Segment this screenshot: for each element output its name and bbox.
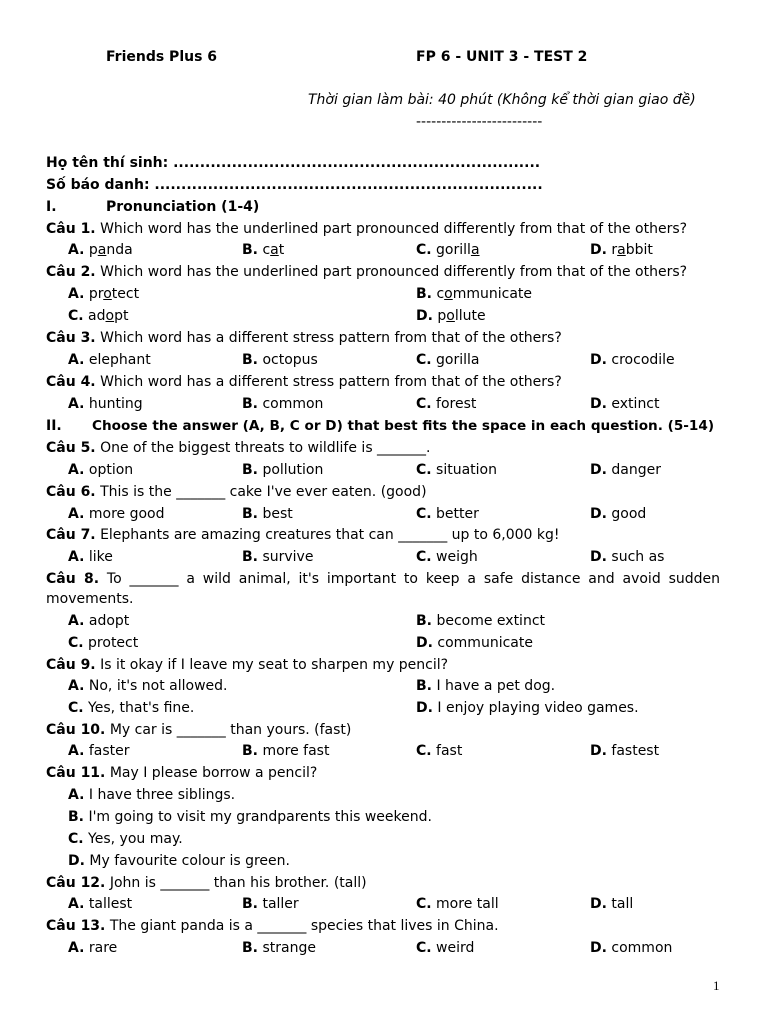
option-d[interactable]: D. good [590,506,647,522]
options-row [68,633,720,653]
option-b[interactable]: B. cat [242,242,285,258]
option-d[interactable]: D. My favourite colour is green. [68,853,290,869]
option-a[interactable]: A. hunting [68,396,143,412]
option-a[interactable]: A. protect [68,286,140,302]
option-c[interactable]: C. gorilla [416,352,480,368]
option-b[interactable]: B. taller [242,896,299,912]
options-row [68,460,720,480]
question [46,916,720,936]
question [46,262,720,282]
question-text: Which word has the underlined part pronounced differently from that of the others? [95,264,688,280]
option-a[interactable]: A. panda [68,242,133,258]
question-label: Câu 3. [46,330,96,346]
option-b[interactable]: B. I'm going to visit my grandparents this weekend. [68,809,432,825]
option-b[interactable]: B. common [242,396,324,412]
question [46,438,720,458]
option-a[interactable]: A. rare [68,940,118,956]
option-c[interactable]: C. weigh [416,549,478,565]
option-a[interactable]: A. option [68,462,134,478]
section-title: Pronunciation (1-4) [106,199,260,215]
question-text: Elephants are amazing creatures that can _______ up to 6,000 kg! [95,527,560,543]
option-b[interactable]: B. strange [242,940,316,956]
question-text: John is _______ than his brother. (tall) [105,875,367,891]
question-label: Câu 12. [46,875,106,891]
options-row [68,240,720,260]
id-line: Số báo danh: ......................................................................... [46,177,543,193]
options-row [68,676,720,696]
option-a[interactable]: A. tallest [68,896,133,912]
option-b[interactable]: B. survive [242,549,314,565]
section-number: I. [46,199,57,215]
question-label: Câu 6. [46,484,96,500]
option-c[interactable]: C. more tall [416,896,499,912]
question-label: Câu 2. [46,264,96,280]
option-b[interactable]: B. best [242,506,293,522]
question-text: To _______ a wild animal, it's important to keep a safe distance and avoid sudden movements. [46,571,720,607]
option-c[interactable]: C. weird [416,940,475,956]
option-b[interactable]: B. I have a pet dog. [416,678,556,694]
option-d[interactable]: D. pollute [416,308,486,324]
option-d[interactable]: D. I enjoy playing video games. [416,700,639,716]
options-row [68,611,720,631]
question-text: The giant panda is a _______ species that lives in China. [105,918,499,934]
question [46,372,720,392]
question-text: Which word has a different stress pattern from that of the others? [95,330,562,346]
options-row [68,306,720,326]
question-text: Which word has a different stress pattern from that of the others? [95,374,562,390]
option-c[interactable]: C. better [416,506,479,522]
option-c[interactable]: C. situation [416,462,497,478]
options-row [68,938,720,958]
question-label: Câu 9. [46,657,96,673]
separator: ------------------------- [416,114,543,130]
question-label: Câu 5. [46,440,96,456]
question-text: Is it okay if I leave my seat to sharpen my pencil? [95,657,449,673]
question-label: Câu 4. [46,374,96,390]
name-line: Họ tên thí sinh: ..................................................................... [46,155,541,171]
option-a[interactable]: A. adopt [68,613,130,629]
question-text: May I please borrow a pencil? [105,765,318,781]
options-row [68,350,720,370]
option-b[interactable]: B. more fast [242,743,330,759]
options-row [68,698,720,718]
options-row [68,284,720,304]
options-row [68,394,720,414]
option-c[interactable]: C. protect [68,635,139,651]
question-text: One of the biggest threats to wildlife is _______. [95,440,431,456]
options-row [68,547,720,567]
question [46,569,720,609]
question [46,525,720,545]
option-b[interactable]: B. pollution [242,462,324,478]
options-row [68,741,720,761]
option-a[interactable]: A. elephant [68,352,151,368]
question [46,720,720,740]
option-c[interactable]: C. Yes, that's fine. [68,700,195,716]
options-row [68,504,720,524]
test-title: FP 6 - UNIT 3 - TEST 2 [416,49,588,65]
option-d[interactable]: D. tall [590,896,634,912]
option-b[interactable]: B. become extinct [416,613,546,629]
question-text: My car is _______ than yours. (fast) [105,722,352,738]
book-title: Friends Plus 6 [106,49,218,65]
option-d[interactable]: D. such as [590,549,665,565]
question-label: Câu 8. [46,571,100,587]
page-number: 1 [713,978,720,993]
option-a[interactable]: A. like [68,549,113,565]
time-note: Thời gian làm bài: 40 phút (Không kể thời gian giao đề) [308,92,696,108]
option-c[interactable]: C. forest [416,396,477,412]
question [46,763,720,783]
question [46,873,720,893]
question-label: Câu 10. [46,722,106,738]
option-a[interactable]: A. more good [68,506,165,522]
option-d[interactable]: D. danger [590,462,662,478]
option-a[interactable]: A. I have three siblings. [68,787,236,803]
question-label: Câu 11. [46,765,106,781]
option-b[interactable]: B. communicate [416,286,533,302]
option-c[interactable]: C. Yes, you may. [68,831,183,847]
question [46,328,720,348]
option-d[interactable]: D. common [590,940,673,956]
option-d[interactable]: D. crocodile [590,352,675,368]
option-d[interactable]: D. communicate [416,635,533,651]
section-title: Choose the answer (A, B, C or D) that best fits the space in each question. (5-14) [92,418,715,434]
question [46,655,720,675]
question-text: This is the _______ cake I've ever eaten. (good) [95,484,427,500]
option-c[interactable]: C. fast [416,743,463,759]
question-text: Which word has the underlined part pronounced differently from that of the others? [95,221,688,237]
option-a[interactable]: A. faster [68,743,130,759]
question-label: Câu 7. [46,527,96,543]
question-label: Câu 13. [46,918,106,934]
options-row [68,894,720,914]
option-d[interactable]: D. extinct [590,396,660,412]
question-label: Câu 1. [46,221,96,237]
option-d[interactable]: D. rabbit [590,242,653,258]
option-d[interactable]: D. fastest [590,743,660,759]
question [46,219,720,239]
option-b[interactable]: B. octopus [242,352,318,368]
option-c[interactable]: C. adopt [68,308,129,324]
option-a[interactable]: A. No, it's not allowed. [68,678,228,694]
option-c[interactable]: C. gorilla [416,242,480,258]
section-number: II. [46,418,62,434]
question [46,482,720,502]
